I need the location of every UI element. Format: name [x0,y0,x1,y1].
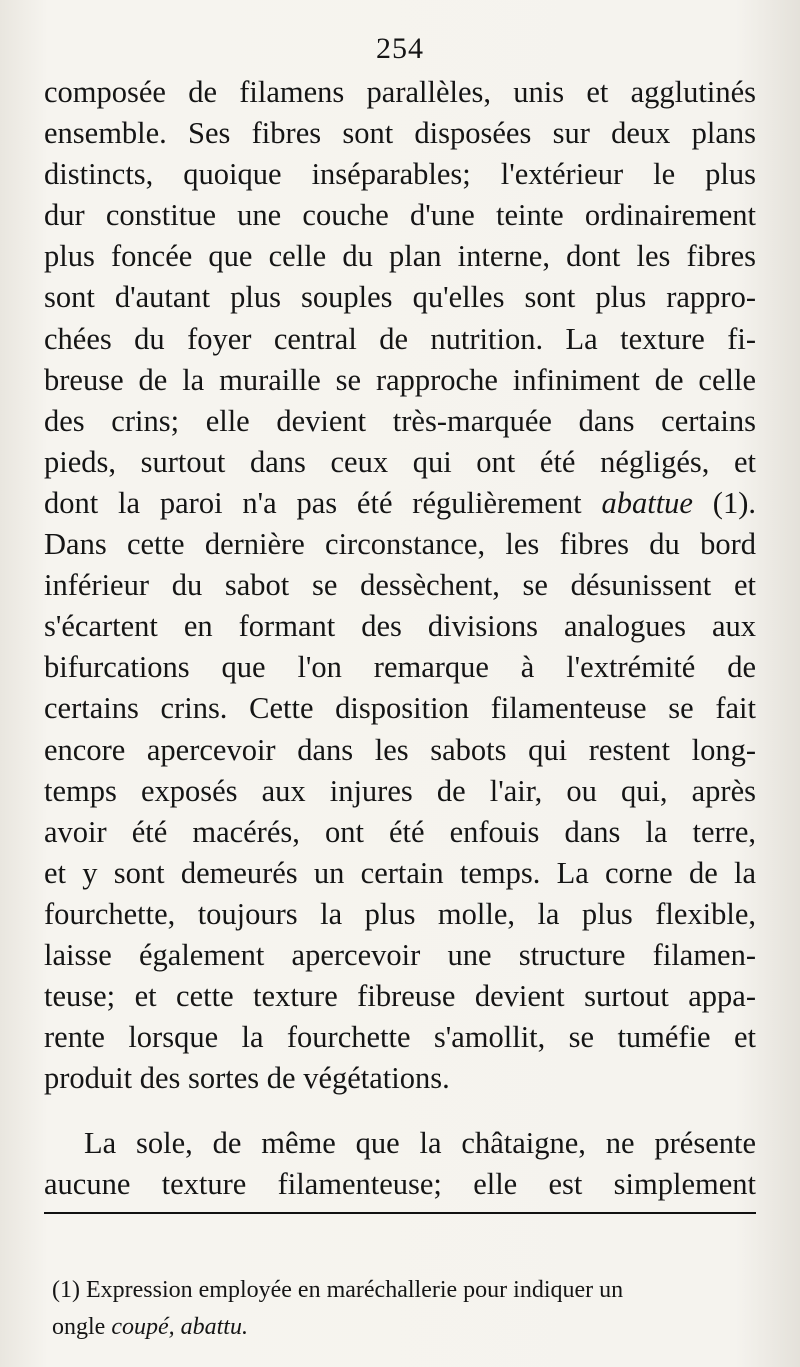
text-line: ensemble. Ses fibres sont disposées sur deux plans [44,116,756,151]
text-line: plus foncée que celle du plan interne, dont les fibres [44,239,756,274]
text-line: sont d'autant plus souples qu'elles sont plus rappro- [44,280,756,315]
page-number: 254 [376,32,424,65]
text-line: distincts, quoique inséparables; l'extérieur le plus [44,157,756,192]
text-line: bifurcations que l'on remarque à l'extrémité de [44,650,756,685]
text-line: et y sont demeurés un certain temps. La corne de la [44,855,756,890]
text-line: avoir été macérés, ont été enfouis dans la terre, [44,814,756,849]
text-line: temps exposés aux injures de l'air, ou qui, après [44,773,756,808]
text-run: dont la paroi n'a pas été régulièrement [44,485,602,520]
text-line: aucune texture filamenteuse; elle est simplement [44,1167,756,1202]
text-line: certains crins. Cette disposition filamenteuse se fait [44,691,756,726]
text-line: des crins; elle devient très-marquée dans certains [44,403,756,438]
text-line: pieds, surtout dans ceux qui ont été négligés, et [44,444,756,479]
text-line: encore apercevoir dans les sabots qui restent long- [44,732,756,767]
text-line: laisse également apercevoir une structure filamen- [44,937,756,972]
text-line: La sole, de même que la châtaigne, ne présente [84,1126,756,1161]
footnote-line [52,1309,758,1346]
text-line: s'écartent en formant des divisions analogues aux [44,609,756,644]
footnote-divider [44,1212,756,1214]
italic-term: abattue [601,485,693,520]
text-line: rente lorsque la fourchette s'amollit, se tuméfie et [44,1020,756,1055]
text-line: composée de filamens parallèles, unis et agglutinés [44,75,756,109]
footnote-reference: (1). [692,485,756,520]
footnote-line: (1) Expression employée en maréchallerie pour indiquer un [52,1277,624,1303]
text-line: Dans cette dernière circonstance, les fibres du bord [44,527,756,562]
footnote [52,1272,758,1346]
text-line: produit des sortes de végétations. [44,1061,450,1096]
paragraph-gap [44,1099,756,1123]
text-line: dur constitue une couche d'une teinte ordinairement [44,198,756,233]
text-line: teuse; et cette texture fibreuse devient surtout appa- [44,979,756,1014]
italic-term: coupé, abattu. [111,1314,248,1340]
text-line: breuse de la muraille se rapproche infiniment de celle [44,362,756,397]
text-line: inférieur du sabot se dessèchent, se désunissent et [44,568,756,603]
text-run: ongle [52,1314,112,1340]
text-line: fourchette, toujours la plus molle, la plus flexible, [44,896,756,931]
text-line: chées du foyer central de nutrition. La texture fi- [44,321,756,356]
text-line-with-footnote-ref [44,483,756,524]
body-text [44,72,756,1206]
